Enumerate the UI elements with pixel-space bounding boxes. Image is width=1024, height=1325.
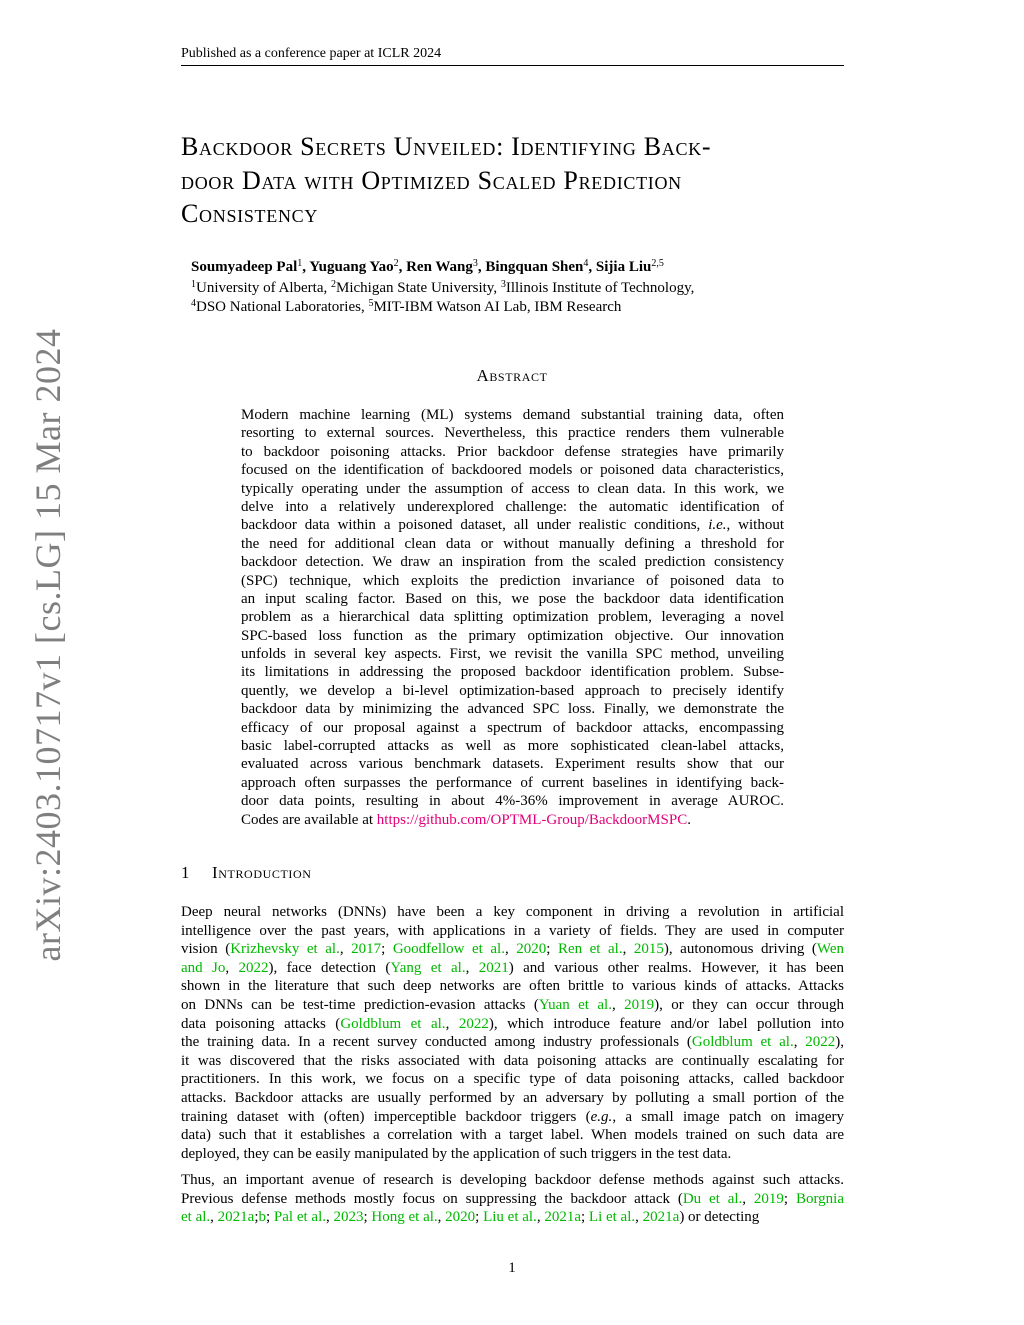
text-line: et al., 2021a;b; Pal et al., 2023; Hong et al., 2020; Liu et al., 2021a; Li et al., 2021a) or detecting xyxy=(181,1209,760,1226)
affiliation-name: DSO National Laboratories, xyxy=(196,299,369,315)
citation-link[interactable]: 2021a xyxy=(642,1209,680,1226)
author-list: Soumyadeep Pal$^1$, Yuguang Yao$^2$, Ren Wang$^3$, Bingquan Shen$^4$, Sijia Liu$^{2,5}$ xyxy=(191,258,664,275)
affiliation-name: University of Alberta, xyxy=(196,280,331,296)
citation-link[interactable]: Goldblum et al. xyxy=(691,1034,794,1051)
citation-link[interactable]: 2022 xyxy=(238,959,269,976)
abstract-line: Codes are available at https://github.com/OPTML-Group/BackdoorMSPC. xyxy=(241,811,691,828)
abstract-line: unfolds in several key aspects. First, we revisit the vanilla SPC method, unveiling xyxy=(241,646,784,663)
text-line: Deep neural networks (DNNs) have been a key component in driving a revolution in artificial xyxy=(181,904,844,920)
abstract-heading: Abstract xyxy=(476,366,548,385)
citation-link[interactable]: 2015 xyxy=(633,941,664,958)
text-line: Thus, an important avenue of research is developing backdoor defense methods against such attacks. xyxy=(181,1172,844,1188)
citation-link[interactable]: Krizhevsky et al. xyxy=(230,941,340,958)
citation-link[interactable]: Borgnia xyxy=(795,1190,844,1207)
section-title: Introduction xyxy=(212,863,312,882)
abstract-line: resorting to external sources. Nevertheless, this practice renders them vulnerable xyxy=(241,425,784,442)
abstract-body xyxy=(241,406,784,829)
affiliation-mark: 4 xyxy=(191,298,196,309)
text-line: it was discovered that the risks associated with data poisoning attacks are continually escalating for xyxy=(181,1052,844,1069)
citation-link[interactable]: 2021a xyxy=(544,1209,581,1226)
citation-link[interactable]: Pal et al. xyxy=(273,1209,326,1226)
author-affiliation-mark: 2 xyxy=(393,258,399,269)
abstract-line: basic label-corrupted attacks as well as more sophisticated clean-label attacks, xyxy=(241,738,784,755)
author-affiliation-mark: 1 xyxy=(297,258,303,269)
abstract-line: quently, we develop a bi-level optimization-based approach to precisely identify xyxy=(241,682,784,699)
citation-link[interactable]: 2022 xyxy=(805,1034,836,1051)
abstract-line: problem as a hierarchical data splitting optimization problem, leveraging a novel xyxy=(241,609,784,626)
citation-link[interactable]: Hong et al. xyxy=(371,1209,438,1226)
abstract-line: its limitations in addressing the proposed backdoor identification problem. Subse- xyxy=(241,664,784,681)
title-line: Backdoor Secrets Unveiled: Identifying Back- xyxy=(181,132,712,161)
affiliation-line xyxy=(191,298,621,316)
citation-link[interactable]: Wen xyxy=(816,941,845,958)
abstract-line: Modern machine learning (ML) systems demand substantial training data, often xyxy=(241,407,784,423)
affiliation-mark: 5 xyxy=(368,298,374,309)
code-link[interactable]: https://github.com/OPTML-Group/BackdoorMSPC xyxy=(376,811,688,828)
running-header: Published as a conference paper at ICLR 2024 xyxy=(181,46,442,61)
abstract-line: focused on the identification of backdoored models or poisoned data characteristics, xyxy=(241,462,784,479)
paper-title xyxy=(181,130,856,231)
abstract-line: to backdoor poisoning attacks. Prior backdoor defense strategies have primarily xyxy=(241,443,784,460)
author-name: Ren Wang xyxy=(406,259,473,275)
citation-link[interactable]: Goldblum et al. xyxy=(340,1015,446,1032)
author-name: Yuguang Yao xyxy=(309,259,394,275)
text-line: vision (Krizhevsky et al., 2017; Goodfellow et al., 2020; Ren et al., 2015), autonomous driving (Wen xyxy=(181,941,845,958)
affiliation-mark: 3 xyxy=(500,279,506,290)
citation-link[interactable]: and Jo xyxy=(181,959,226,976)
author-name: Bingquan Shen xyxy=(485,259,584,275)
citation-link[interactable]: 2019 xyxy=(753,1190,784,1207)
intro-paragraph-1 xyxy=(181,903,844,1163)
citation-link[interactable]: Ren et al. xyxy=(557,941,623,958)
abstract-line: door data points, resulting in about 4%-36% improvement in average AUROC. xyxy=(241,793,784,810)
abstract-line: the need for additional clean data or without manually defining a threshold for xyxy=(241,535,784,552)
citation-link[interactable]: b xyxy=(258,1209,266,1226)
affiliation-name: Illinois Institute of Technology, xyxy=(505,280,695,296)
abstract-line: delve into a relatively underexplored challenge: the automatic identification of xyxy=(241,498,784,515)
author-affiliation-mark: 2,5 xyxy=(651,258,664,269)
affiliation-name: MIT-IBM Watson AI Lab, IBM Research xyxy=(373,299,622,315)
text-line: shown in the literature that such deep networks are often brittle to various kinds of attacks. Attacks xyxy=(181,978,844,995)
text-line: the training data. In a recent survey conducted among industry professionals (Goldblum et al., 2022), xyxy=(181,1034,845,1051)
abstract-line: typically operating under the assumption of access to clean data. In this work, we xyxy=(241,480,784,497)
author-name: Soumyadeep Pal xyxy=(191,259,298,275)
text-line: Previous defense methods mostly focus on suppressing the backdoor attack (Du et al., 2019; Borgnia xyxy=(181,1190,844,1207)
text-line: on DNNs can be test-time prediction-evasion attacks (Yuan et al., 2019), or they can occur through xyxy=(181,996,844,1013)
text-line: attacks. Backdoor attacks are usually performed by an adversary by polluting a small portion of the xyxy=(181,1089,844,1106)
abstract-line: backdoor detection. We draw an inspiration from the scaled prediction consistency xyxy=(241,554,784,571)
affiliation-name: Michigan State University, xyxy=(335,280,501,296)
affiliation-mark: 2 xyxy=(330,279,336,290)
abstract-line: SPC-based loss function as the primary optimization objective. Our innovation xyxy=(241,627,784,644)
abstract-ie: i.e. xyxy=(708,517,727,534)
citation-link[interactable]: et al. xyxy=(181,1209,211,1226)
citation-link[interactable]: 2021a xyxy=(217,1209,255,1226)
citation-link[interactable]: Yuan et al. xyxy=(538,996,612,1013)
author-affiliation-mark: 3 xyxy=(472,258,478,269)
abstract-line: evaluated across various benchmark datasets. Experiment results show that our xyxy=(241,756,784,773)
section-heading-introduction xyxy=(181,863,312,883)
intro-paragraph-2 xyxy=(181,1171,844,1227)
text-line: and Jo, 2022), face detection (Yang et al., 2021) and various other realms. However, it has been xyxy=(181,959,845,976)
text-line: training dataset with (often) imperceptible backdoor triggers (e.g., a small image patch on imagery xyxy=(181,1108,845,1125)
citation-link[interactable]: 2023 xyxy=(333,1209,364,1226)
abstract-line: efficacy of our proposal against a spectrum of backdoor attacks, encompassing xyxy=(241,719,784,736)
citation-link[interactable]: 2021 xyxy=(478,959,509,976)
header-rule xyxy=(181,65,844,66)
arxiv-stamp: arXiv:2403.10717v1 [cs.LG] 15 Mar 2024 xyxy=(28,328,68,962)
text-line: data poisoning attacks (Goldblum et al., 2022), which introduce feature and/or label pollution into xyxy=(181,1015,845,1032)
section-number: 1 xyxy=(181,863,191,882)
abstract-line: backdoor data within a poisoned dataset, all under realistic conditions, i.e., without xyxy=(241,517,784,534)
title-line: door Data with Optimized Scaled Prediction xyxy=(181,165,682,195)
citation-link[interactable]: 2019 xyxy=(624,996,655,1013)
citation-link[interactable]: 2022 xyxy=(458,1015,489,1032)
abstract-line: (SPC) technique, which exploits the prediction invariance of poisoned data to xyxy=(241,572,784,589)
text-line: intelligence over the past years, with applications in a variety of fields. They are used in computer xyxy=(181,922,844,939)
italic-text: e.g. xyxy=(590,1108,613,1125)
abstract-line: backdoor data by minimizing the advanced SPC loss. Finally, we demonstrate the xyxy=(241,701,784,718)
page-number: 1 xyxy=(508,1260,516,1276)
abstract-line: approach often surpasses the performance of current baselines in identifying back- xyxy=(241,774,784,791)
affiliation-line xyxy=(191,279,694,297)
affiliation-mark: 1 xyxy=(191,279,196,290)
citation-link[interactable]: 2020 xyxy=(445,1209,476,1226)
citation-link[interactable]: 2017 xyxy=(351,941,382,958)
citation-link[interactable]: Yang et al. xyxy=(390,959,466,976)
citation-link[interactable]: 2020 xyxy=(516,941,547,958)
citation-link[interactable]: Li et al. xyxy=(588,1209,636,1226)
text-line: deployed, they can be easily manipulated by the application of such triggers in the test data. xyxy=(181,1145,732,1162)
abstract-line: an input scaling factor. Based on this, we pose the backdoor data identification xyxy=(241,590,784,607)
text-line: data) such that it establishes a correlation with a target label. When models trained on such data are xyxy=(181,1127,844,1144)
citation-link[interactable]: Goodfellow et al. xyxy=(392,941,505,958)
text-line: practitioners. In this work, we focus on a specific type of data poisoning attacks, called backdoor xyxy=(181,1071,844,1088)
citation-link[interactable]: Du et al. xyxy=(682,1190,743,1207)
citation-link[interactable]: Liu et al. xyxy=(483,1209,537,1226)
author-name: Sijia Liu xyxy=(595,259,652,275)
author-affiliation-mark: 4 xyxy=(583,258,589,269)
title-line: Consistency xyxy=(181,199,319,228)
